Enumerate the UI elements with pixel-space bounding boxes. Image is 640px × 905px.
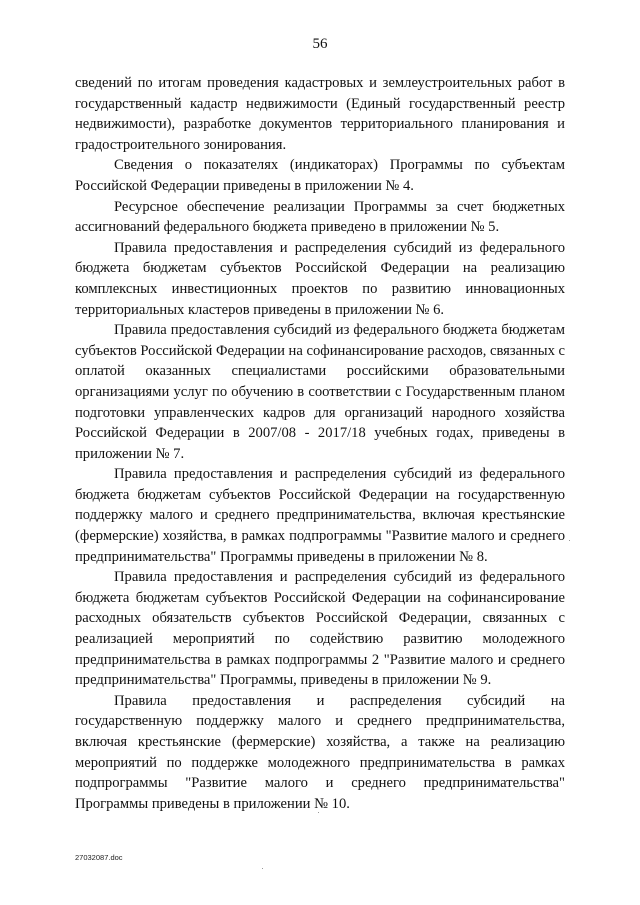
paragraph-rules-annex-10: Правила предоставления и распределения субсидий на государственную поддержку малого и среднего предпринимательства, включая крестьянские (фермерские) хозяйства, а также на реализацию мероприятий по поддержке молодежного предпринимательства в рамках подпрограммы "Развитие малого и среднего предпринимательства" Программы приведены в приложении № 10. xyxy=(75,692,565,812)
paragraph-rules-annex-8: Правила предоставления и распределения субсидий из федерального бюджета бюджетам субъектов Российской Федерации на государственную поддержку малого и среднего предпринимательства, включая крестьянские (фермерские) хозяйства, в рамках подпрограммы "Развитие малого и среднего предпринимательства" Программы приведены в приложении № 8. xyxy=(75,466,565,565)
paragraph-continuation: сведений по итогам проведения кадастровых и землеустроительных работ в государственный кадастр недвижимости (Единый государственный реестр недвижимости), разработке документов территориального планирования и градостроительного зонирования. xyxy=(75,75,565,153)
scan-speck xyxy=(262,868,263,869)
document-body xyxy=(75,73,565,814)
paragraph-rules-annex-7: Правила предоставления субсидий из федерального бюджета бюджетам субъектов Российской Федерации на софинансирование расходов, связанных с оплатой оказанных специалистами российскими образовательными организациями услуг по обучению в соответствии с Государственным планом подготовки управленческих кадров для организаций народного хозяйства Российской Федерации в 2007/08 - 2017/18 учебных годах, приведены в приложении № 7. xyxy=(75,322,565,462)
paragraph-resource-support: Ресурсное обеспечение реализации Программы за счет бюджетных ассигнований федерального бюджета приведено в приложении № 5. xyxy=(75,198,565,236)
scan-speck xyxy=(569,540,570,541)
paragraph-rules-annex-9: Правила предоставления и распределения субсидий из федерального бюджета бюджетам субъектов Российской Федерации на софинансирование расходных обязательств субъектов Российской Федерации, связанных с реализацией мероприятий по содействию развитию молодежного предпринимательства в рамках подпрограммы 2 "Развитие малого и среднего предпринимательства" Программы, приведены в приложении № 9. xyxy=(75,569,565,689)
paragraph-rules-annex-6: Правила предоставления и распределения субсидий из федерального бюджета бюджетам субъектов Российской Федерации на реализацию комплексных инвестиционных проектов по развитию инновационных территориальных кластеров приведены в приложении № 6. xyxy=(75,239,565,318)
document-file-code: 27032087.doc xyxy=(75,853,123,862)
page-number: 56 xyxy=(312,36,328,52)
scan-speck xyxy=(318,812,319,813)
paragraph-indicators: Сведения о показателях (индикаторах) Программы по субъектам Российской Федерации приведены в приложении № 4. xyxy=(75,157,565,194)
